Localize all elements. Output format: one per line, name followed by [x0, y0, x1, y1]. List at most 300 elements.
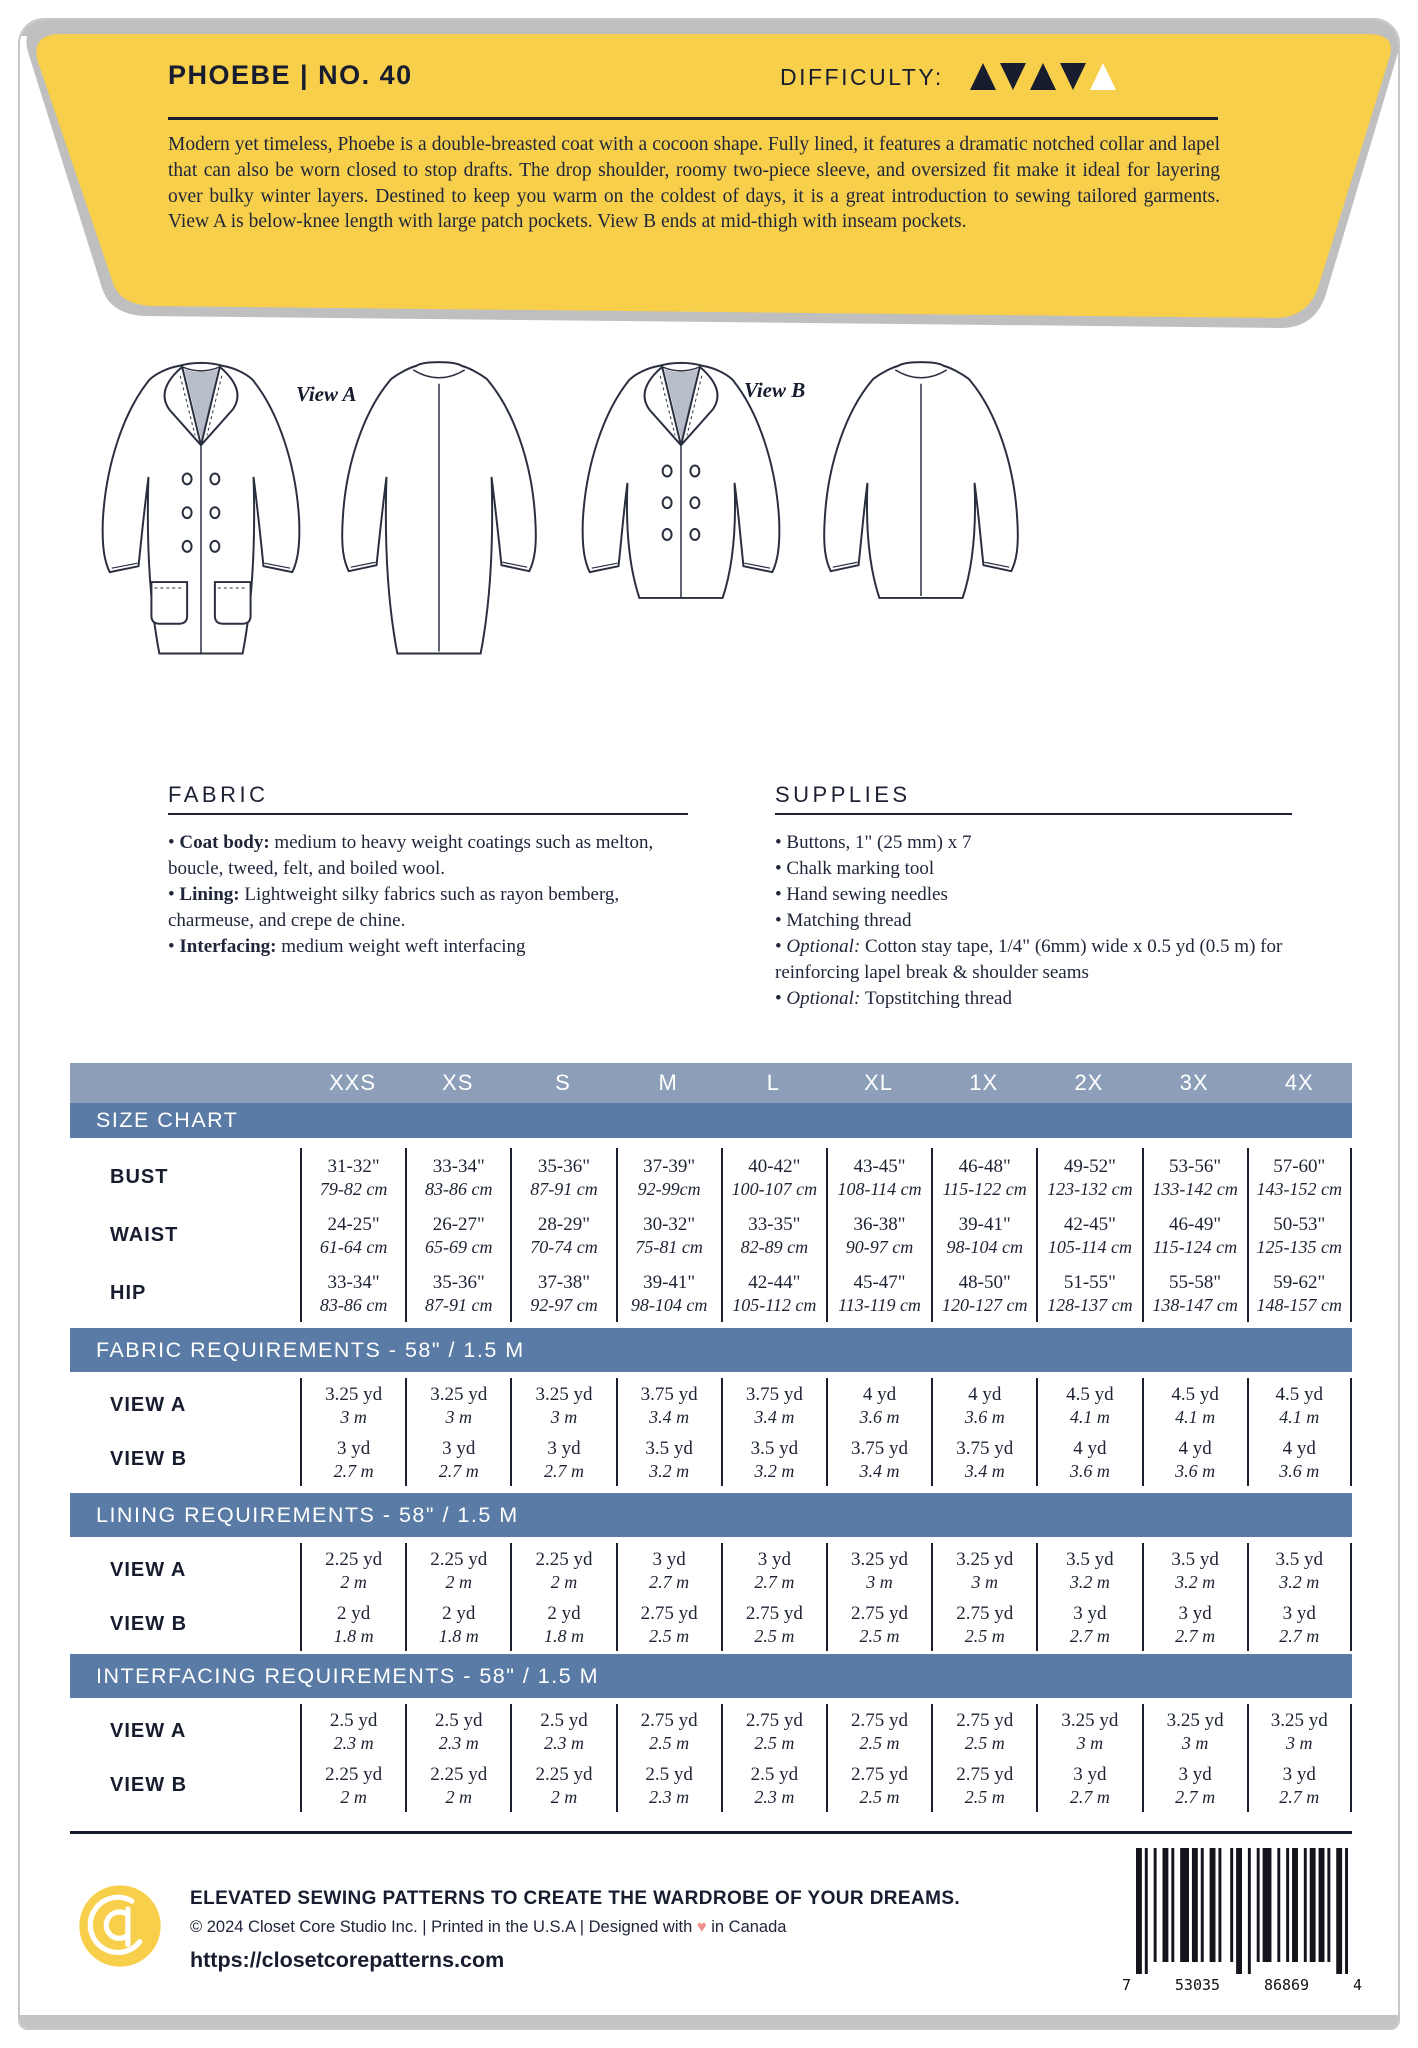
measurement-cell	[931, 1543, 1036, 1597]
value-metric: 123-132 cm	[1047, 1178, 1133, 1199]
value-imperial: 3 yd	[652, 1548, 686, 1570]
fabric-requirements-table	[70, 1378, 1352, 1486]
measurement-cell	[721, 1597, 826, 1651]
measurement-cell	[826, 1264, 931, 1322]
measurement-cell	[1247, 1378, 1352, 1432]
value-metric: 83-86 cm	[319, 1294, 388, 1315]
value-imperial: 3 yd	[1178, 1763, 1212, 1785]
view-a-label: View A	[296, 382, 357, 406]
barcode-bar	[1277, 1848, 1280, 1962]
value-metric: 2.5 m	[754, 1732, 795, 1753]
value-metric: 2.5 m	[649, 1732, 690, 1753]
measurement-cell	[1142, 1543, 1247, 1597]
value-metric: 2.5 m	[964, 1625, 1005, 1646]
value-metric: 2.7 m	[1069, 1625, 1110, 1646]
measurement-cell	[510, 1758, 615, 1812]
value-imperial: 33-34"	[432, 1155, 485, 1177]
value-metric: 1.8 m	[333, 1625, 374, 1646]
value-imperial: 3 yd	[1282, 1602, 1316, 1624]
measurement-cell	[510, 1704, 615, 1758]
measurement-cell	[1142, 1148, 1247, 1206]
measurement-cell	[616, 1206, 721, 1264]
measurement-cell	[721, 1543, 826, 1597]
measurement-cell	[721, 1148, 826, 1206]
value-metric: 3 m	[445, 1406, 473, 1427]
measurement-cell	[1142, 1758, 1247, 1812]
value-imperial: 3.25 yd	[1270, 1709, 1328, 1731]
value-imperial: 33-35"	[748, 1213, 801, 1235]
value-metric: 100-107 cm	[731, 1178, 818, 1199]
measurement-cell	[300, 1597, 405, 1651]
value-imperial: 4 yd	[1282, 1437, 1316, 1459]
measurement-cell	[826, 1704, 931, 1758]
value-imperial: 4 yd	[1073, 1437, 1107, 1459]
value-metric: 3.4 m	[964, 1460, 1005, 1481]
value-metric: 98-104 cm	[946, 1236, 1023, 1257]
measurement-cell	[826, 1597, 931, 1651]
value-metric: 3.6 m	[1175, 1460, 1216, 1481]
value-imperial: 55-58"	[1169, 1271, 1222, 1293]
bullet-text: Buttons, 1" (25 mm) x 7	[786, 832, 972, 853]
copyright-text-suffix: in Canada	[711, 1918, 787, 1936]
measurement-cell	[616, 1543, 721, 1597]
row-label: VIEW A	[110, 1719, 187, 1742]
heart-icon: ♥	[696, 1918, 707, 1936]
measurement-cell	[1247, 1597, 1352, 1651]
measurement-cell	[931, 1264, 1036, 1322]
value-metric: 115-124 cm	[1153, 1236, 1238, 1257]
bullet-icon: •	[168, 936, 180, 957]
value-imperial: 50-53"	[1273, 1213, 1326, 1235]
value-metric: 2.5 m	[964, 1786, 1005, 1807]
bullet-item	[775, 830, 1300, 856]
value-imperial: 2.75 yd	[851, 1763, 909, 1785]
bullet-label: Optional:	[786, 936, 866, 957]
row-label: VIEW B	[110, 1612, 188, 1635]
measurement-cell	[721, 1432, 826, 1486]
measurement-cell	[510, 1432, 615, 1486]
value-metric: 105-114 cm	[1047, 1236, 1132, 1257]
barcode-digit-group: 53035	[1174, 1976, 1221, 1994]
value-metric: 1.8 m	[543, 1625, 584, 1646]
interfacing-requirements-table	[70, 1704, 1352, 1812]
barcode-bar	[1210, 1848, 1216, 1962]
measurement-cell	[616, 1432, 721, 1486]
bullet-item	[775, 908, 1300, 934]
value-metric: 2.7 m	[1279, 1625, 1320, 1646]
size-column-header: L	[766, 1070, 780, 1095]
value-metric: 2.5 m	[754, 1625, 795, 1646]
bullet-icon: •	[775, 936, 787, 957]
bullet-icon: •	[775, 988, 787, 1009]
measurement-cell	[721, 1758, 826, 1812]
copyright-text: © 2024 Closet Core Studio Inc. | Printed in the U.S.A | Designed with	[190, 1918, 693, 1936]
fabric-heading: FABRIC	[168, 782, 269, 807]
value-metric: 2.7 m	[1175, 1786, 1216, 1807]
bullet-item	[775, 986, 1300, 1012]
value-imperial: 36-38"	[853, 1213, 906, 1235]
bullet-icon: •	[775, 832, 787, 853]
value-imperial: 3 yd	[547, 1437, 581, 1459]
value-metric: 120-127 cm	[941, 1294, 1028, 1315]
row-label: VIEW B	[110, 1773, 188, 1796]
bullet-text: medium weight weft interfacing	[281, 936, 526, 957]
value-metric: 61-64 cm	[319, 1236, 388, 1257]
value-imperial: 2 yd	[442, 1602, 476, 1624]
barcode-bar	[1248, 1848, 1251, 1974]
barcode-bar	[1336, 1848, 1342, 1974]
value-metric: 2 m	[550, 1571, 578, 1592]
table-row	[70, 1543, 1352, 1597]
difficulty-empty-triangle-icon	[1090, 63, 1116, 90]
value-imperial: 2.25 yd	[535, 1763, 593, 1785]
measurement-cell	[616, 1264, 721, 1322]
barcode-bar	[1345, 1848, 1348, 1974]
barcode-bar	[1263, 1848, 1272, 1962]
barcode-digit-group: 4	[1352, 1976, 1362, 1994]
value-metric: 2.5 m	[964, 1732, 1005, 1753]
view-b-label: View B	[744, 378, 806, 402]
value-metric: 3 m	[1076, 1732, 1104, 1753]
value-imperial: 2.75 yd	[640, 1602, 698, 1624]
value-imperial: 3.25 yd	[535, 1383, 593, 1405]
value-metric: 115-122 cm	[942, 1178, 1027, 1199]
value-imperial: 2.25 yd	[430, 1548, 488, 1570]
value-metric: 87-91 cm	[530, 1178, 598, 1199]
value-imperial: 3.75 yd	[745, 1383, 803, 1405]
supplies-heading: SUPPLIES	[775, 782, 911, 807]
fabric-list	[168, 830, 693, 960]
value-metric: 65-69 cm	[425, 1236, 493, 1257]
value-imperial: 3.25 yd	[1061, 1709, 1119, 1731]
measurement-cell	[405, 1206, 510, 1264]
measurement-cell	[300, 1264, 405, 1322]
barcode-bar	[1201, 1848, 1204, 1962]
value-metric: 82-89 cm	[740, 1236, 809, 1257]
value-imperial: 2.75 yd	[640, 1709, 698, 1731]
fabric-heading-rule	[168, 813, 688, 815]
measurement-cell	[1142, 1597, 1247, 1651]
row-label: HIP	[110, 1281, 147, 1304]
bullet-item	[775, 856, 1300, 882]
value-imperial: 4 yd	[968, 1383, 1002, 1405]
value-imperial: 2.25 yd	[325, 1548, 383, 1570]
value-imperial: 4.5 yd	[1275, 1383, 1324, 1405]
measurement-cell	[300, 1432, 405, 1486]
value-imperial: 2.5 yd	[540, 1709, 588, 1731]
value-metric: 3 m	[550, 1406, 578, 1427]
value-metric: 70-74 cm	[530, 1236, 598, 1257]
value-imperial: 35-36"	[537, 1155, 591, 1177]
table-bottom-rule	[70, 1831, 1352, 1834]
measurement-cell	[826, 1543, 931, 1597]
value-metric: 3 m	[1181, 1732, 1209, 1753]
measurement-cell	[1036, 1264, 1141, 1322]
value-metric: 143-152 cm	[1256, 1178, 1343, 1199]
bullet-item	[168, 830, 693, 882]
size-chart-table	[70, 1148, 1352, 1322]
value-imperial: 3.25 yd	[851, 1548, 909, 1570]
table-row	[70, 1206, 1352, 1264]
measurement-cell	[1247, 1432, 1352, 1486]
supplies-heading-rule	[775, 813, 1292, 815]
size-chart-band-label: SIZE CHART	[96, 1108, 239, 1132]
footer-tagline: ELEVATED SEWING PATTERNS TO CREATE THE WARDROBE OF YOUR DREAMS.	[190, 1888, 961, 1909]
value-imperial: 24-25"	[327, 1213, 380, 1235]
value-imperial: 30-32"	[643, 1213, 696, 1235]
measurement-cell	[826, 1148, 931, 1206]
value-imperial: 3.25 yd	[430, 1383, 488, 1405]
value-metric: 2.5 m	[859, 1786, 900, 1807]
difficulty-rating-icon	[970, 62, 1120, 92]
value-imperial: 2.75 yd	[851, 1602, 909, 1624]
value-imperial: 2.75 yd	[745, 1602, 803, 1624]
value-imperial: 3.75 yd	[956, 1437, 1014, 1459]
value-imperial: 28-29"	[537, 1213, 591, 1235]
value-imperial: 46-49"	[1169, 1213, 1222, 1235]
bullet-text: Matching thread	[786, 910, 912, 931]
table-row	[70, 1597, 1352, 1651]
barcode-bar	[1319, 1848, 1325, 1962]
value-imperial: 57-60"	[1273, 1155, 1326, 1177]
title-divider	[168, 117, 1218, 120]
value-metric: 4.1 m	[1279, 1406, 1320, 1427]
value-imperial: 53-56"	[1169, 1155, 1222, 1177]
value-imperial: 42-44"	[748, 1271, 801, 1293]
value-metric: 4.1 m	[1175, 1406, 1216, 1427]
lining-requirements-band-label: LINING REQUIREMENTS - 58" / 1.5 M	[96, 1502, 519, 1527]
measurement-cell	[1036, 1206, 1141, 1264]
difficulty-filled-triangle-icon	[1030, 63, 1056, 90]
row-label: VIEW A	[110, 1393, 187, 1416]
measurement-cell	[1036, 1597, 1141, 1651]
measurement-cell	[300, 1148, 405, 1206]
value-metric: 3.2 m	[1175, 1571, 1216, 1592]
measurement-cell	[510, 1543, 615, 1597]
value-metric: 2 m	[445, 1571, 473, 1592]
barcode-bar	[1180, 1848, 1189, 1962]
measurement-cell	[1142, 1378, 1247, 1432]
value-metric: 2.7 m	[754, 1571, 795, 1592]
barcode-bar	[1292, 1848, 1298, 1962]
measurement-cell	[1247, 1704, 1352, 1758]
value-imperial: 3.75 yd	[640, 1383, 698, 1405]
measurement-cell	[1142, 1206, 1247, 1264]
measurement-cell	[721, 1264, 826, 1322]
value-imperial: 3.25 yd	[325, 1383, 383, 1405]
value-metric: 113-119 cm	[838, 1294, 921, 1315]
measurement-cell	[931, 1432, 1036, 1486]
measurement-cell	[616, 1148, 721, 1206]
value-metric: 79-82 cm	[319, 1178, 388, 1199]
value-imperial: 3 yd	[1073, 1602, 1107, 1624]
value-imperial: 48-50"	[958, 1271, 1011, 1293]
barcode-digit-group: 86869	[1263, 1976, 1310, 1994]
row-label: VIEW B	[110, 1447, 188, 1470]
barcode-bar	[1304, 1848, 1307, 1962]
value-imperial: 39-41"	[643, 1271, 696, 1293]
value-metric: 3.4 m	[754, 1406, 795, 1427]
value-metric: 4.1 m	[1069, 1406, 1110, 1427]
size-column-header: 1X	[969, 1070, 999, 1095]
measurement-cell	[1036, 1543, 1141, 1597]
bullet-icon: •	[168, 884, 180, 905]
bullet-text: Hand sewing needles	[786, 884, 948, 905]
barcode-bars	[1122, 1848, 1362, 1974]
measurement-cell	[1036, 1378, 1141, 1432]
size-column-header: M	[658, 1070, 678, 1095]
measurement-cell	[1247, 1543, 1352, 1597]
coat-view-b-back-illustration	[802, 352, 1040, 743]
measurement-cell	[405, 1148, 510, 1206]
lining-requirements-table	[70, 1543, 1352, 1651]
value-metric: 2.7 m	[438, 1460, 479, 1481]
value-metric: 105-112 cm	[732, 1294, 817, 1315]
coat-view-a-back-illustration	[320, 352, 558, 743]
value-imperial: 43-45"	[853, 1155, 906, 1177]
table-row	[70, 1432, 1352, 1486]
value-metric: 1.8 m	[438, 1625, 479, 1646]
value-imperial: 40-42"	[748, 1155, 801, 1177]
measurement-cell	[405, 1543, 510, 1597]
measurement-cell	[1036, 1758, 1141, 1812]
value-imperial: 3.5 yd	[645, 1437, 693, 1459]
coat-view-a-front-illustration	[82, 352, 320, 743]
value-metric: 2.5 m	[649, 1625, 690, 1646]
row-label: BUST	[110, 1165, 169, 1188]
value-metric: 2.7 m	[543, 1460, 584, 1481]
value-imperial: 2.25 yd	[325, 1763, 383, 1785]
value-metric: 3.6 m	[1279, 1460, 1320, 1481]
value-imperial: 2.75 yd	[851, 1709, 909, 1731]
value-metric: 3.2 m	[1069, 1571, 1110, 1592]
difficulty-filled-triangle-icon	[970, 63, 996, 90]
bullet-text: medium to heavy weight coatings such as melton, boucle, tweed, felt, and boiled wool.	[168, 832, 654, 879]
value-metric: 83-86 cm	[425, 1178, 493, 1199]
value-imperial: 3 yd	[442, 1437, 476, 1459]
value-imperial: 4 yd	[862, 1383, 897, 1405]
measurement-cell	[1247, 1206, 1352, 1264]
size-column-header: 4X	[1284, 1070, 1314, 1095]
measurement-cell	[405, 1264, 510, 1322]
value-imperial: 2.5 yd	[750, 1763, 799, 1785]
row-label: VIEW A	[110, 1558, 187, 1581]
measurement-cell	[405, 1378, 510, 1432]
size-header-band	[70, 1063, 1352, 1103]
value-metric: 2 m	[445, 1786, 473, 1807]
value-metric: 3 m	[971, 1571, 998, 1592]
table-row	[70, 1758, 1352, 1812]
bullet-label: Interfacing:	[179, 936, 282, 957]
value-imperial: 45-47"	[853, 1271, 906, 1293]
size-column-header: XXS	[329, 1070, 377, 1095]
measurement-cell	[300, 1206, 405, 1264]
measurement-cell	[931, 1704, 1036, 1758]
lining-requirements-band	[70, 1493, 1352, 1537]
interfacing-requirements-band	[70, 1654, 1352, 1698]
barcode-bar	[1154, 1848, 1157, 1962]
value-metric: 2.3 m	[438, 1732, 479, 1753]
value-imperial: 2.25 yd	[430, 1763, 488, 1785]
value-metric: 2 m	[340, 1786, 367, 1807]
value-metric: 3.6 m	[964, 1406, 1005, 1427]
measurement-cell	[826, 1432, 931, 1486]
value-metric: 2.7 m	[1279, 1786, 1320, 1807]
value-imperial: 42-45"	[1063, 1213, 1116, 1235]
value-metric: 90-97 cm	[845, 1236, 914, 1257]
bullet-icon: •	[775, 884, 787, 905]
value-metric: 3 m	[866, 1571, 893, 1592]
value-imperial: 2.75 yd	[956, 1602, 1014, 1624]
value-metric: 3.4 m	[859, 1460, 900, 1481]
barcode-bar	[1163, 1848, 1169, 1962]
value-metric: 2.5 m	[859, 1625, 900, 1646]
measurement-cell	[931, 1597, 1036, 1651]
value-metric: 2.5 m	[859, 1732, 900, 1753]
measurement-cell	[1142, 1704, 1247, 1758]
barcode-bar	[1192, 1848, 1198, 1962]
measurement-cell	[510, 1597, 615, 1651]
bullet-item	[168, 934, 693, 960]
value-metric: 3 m	[1286, 1732, 1313, 1753]
difficulty	[780, 62, 1120, 92]
measurement-cell	[1247, 1758, 1352, 1812]
measurement-cell	[826, 1378, 931, 1432]
barcode-bar	[1257, 1848, 1260, 1962]
measurement-cell	[1247, 1148, 1352, 1206]
measurement-cell	[510, 1148, 615, 1206]
value-imperial: 2.5 yd	[435, 1709, 483, 1731]
value-metric: 98-104 cm	[630, 1294, 708, 1315]
bullet-icon: •	[775, 858, 787, 879]
value-metric: 2.7 m	[1069, 1786, 1110, 1807]
value-metric: 2 m	[340, 1571, 367, 1592]
value-metric: 75-81 cm	[635, 1236, 703, 1257]
value-metric: 125-135 cm	[1256, 1236, 1343, 1257]
value-imperial: 3.25 yd	[1166, 1709, 1224, 1731]
barcode-bar	[1310, 1848, 1316, 1962]
measurement-cell	[510, 1264, 615, 1322]
coat-view-b-front-illustration	[562, 352, 800, 743]
bullet-item	[775, 934, 1300, 986]
value-imperial: 3 yd	[757, 1548, 791, 1570]
value-metric: 148-157 cm	[1256, 1294, 1343, 1315]
value-imperial: 3.5 yd	[1066, 1548, 1114, 1570]
envelope-bottom-edge	[20, 2015, 1398, 2028]
measurement-cell	[300, 1704, 405, 1758]
value-imperial: 2.5 yd	[645, 1763, 693, 1785]
measurement-cell	[1247, 1264, 1352, 1322]
value-metric: 3.2 m	[1279, 1571, 1320, 1592]
barcode-bar	[1327, 1848, 1330, 1962]
value-metric: 2.3 m	[543, 1732, 584, 1753]
value-metric: 2.7 m	[1175, 1625, 1216, 1646]
value-imperial: 31-32"	[327, 1155, 380, 1177]
bullet-item	[775, 882, 1300, 908]
bullet-item	[168, 882, 693, 934]
bullet-text: Topstitching thread	[865, 988, 1012, 1009]
measurement-cell	[721, 1206, 826, 1264]
difficulty-filled-triangle-icon	[1000, 63, 1026, 90]
bullet-label: Coat body:	[179, 832, 275, 853]
value-imperial: 4.5 yd	[1066, 1383, 1114, 1405]
value-imperial: 37-38"	[537, 1271, 591, 1293]
barcode-bar	[1145, 1848, 1148, 1974]
fabric-requirements-band-label: FABRIC REQUIREMENTS - 58" / 1.5 M	[96, 1337, 525, 1362]
measurement-cell	[300, 1378, 405, 1432]
measurement-cell	[826, 1206, 931, 1264]
value-imperial: 4.5 yd	[1171, 1383, 1219, 1405]
